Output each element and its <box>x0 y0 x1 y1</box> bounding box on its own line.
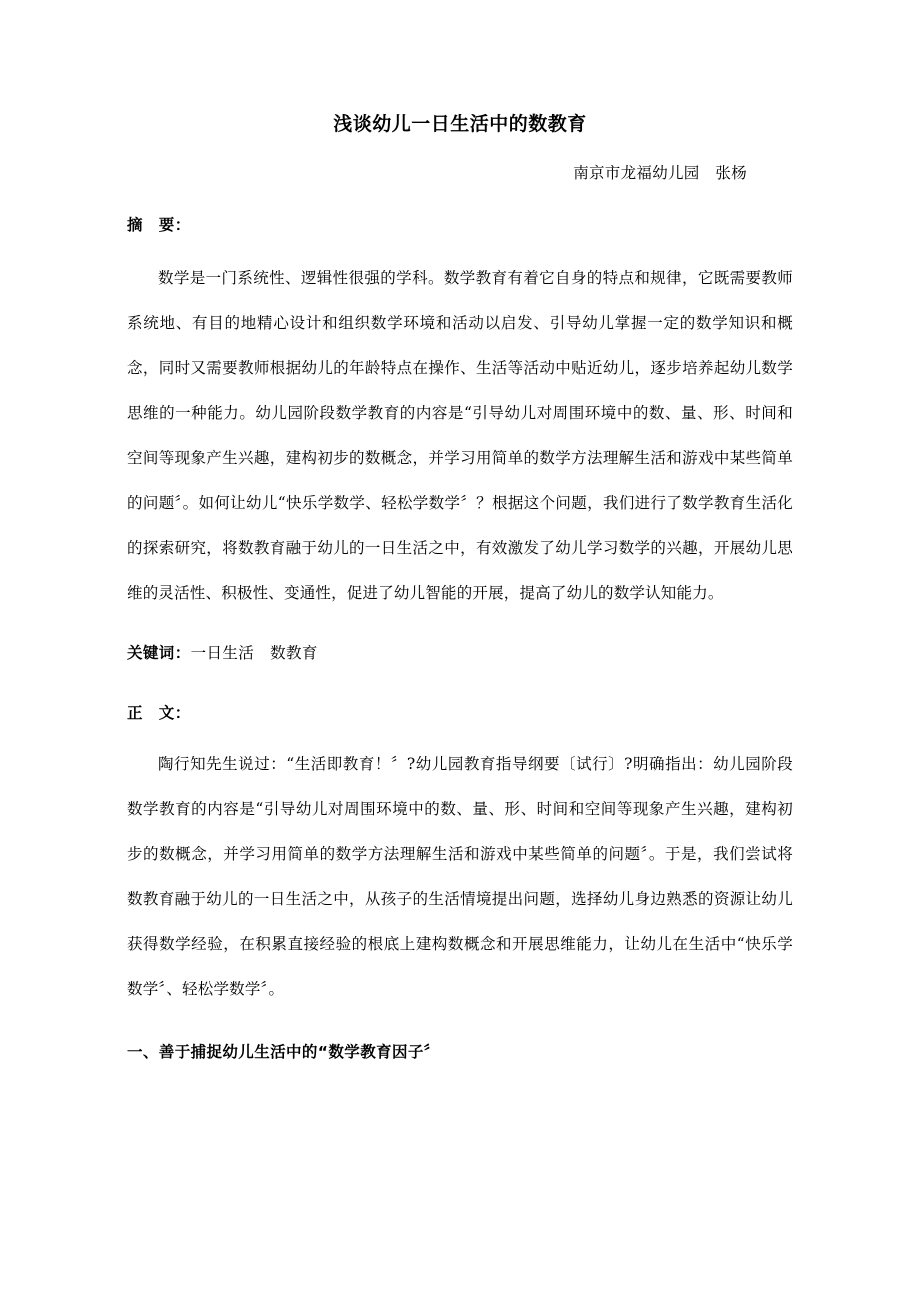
abstract-label: 摘 要： <box>127 216 191 234</box>
page-title: 浅谈幼儿一日生活中的数教育 <box>333 113 587 135</box>
author-byline: 南京市龙福幼儿园 张杨 <box>573 164 747 182</box>
body-label: 正 文： <box>127 704 191 722</box>
keywords-line <box>127 616 793 676</box>
keywords-label: 关键词： <box>127 644 191 662</box>
document-content <box>127 0 793 1075</box>
keywords-value: 一日生活 数教育 <box>190 644 318 662</box>
body-paragraph: 陶行知先生说过：“生活即教育！〞?幼儿园教育指导纲要〔试行〕?明确指出：幼儿园阶段数学教育的内容是“引导幼儿对周围环境中的数、量、形、时间和空间等现象产生兴趣，建构初步的数概念，并学习用简单的数学方法理解生活和游戏中某些简单的问题〞。于是，我们尝试将数教育融于幼儿的一日生活之中，从孩子的生活情境提出问题，选择幼儿身边熟悉的资源让幼儿获得数学经验，在积累直接经验的根底上建构数概念和开展思维能力，让幼儿在生活中“快乐学数学〞、轻松学数学〞。 <box>127 755 793 998</box>
section-heading: 一、善于捕捉幼儿生活中的“数学教育因子〞 <box>127 1043 440 1061</box>
abstract-paragraph: 数学是一门系统性、逻辑性很强的学科。数学教育有着它自身的特点和规律，它既需要教师系统地、有目的地精心设计和组织数学环境和活动以启发、引导幼儿掌握一定的数学知识和概念，同时又需要教师根据幼儿的年龄特点在操作、生活等活动中贴近幼儿，逐步培养起幼儿数学思维的一种能力。幼儿园阶段数学教育的内容是“引导幼儿对周围环境中的数、量、形、时间和空间等现象产生兴趣，建构初步的数概念，并学习用简单的数学方法理解生活和游戏中某些简单的问题〞。如何让幼儿“快乐学数学、轻松学数学〞？根据这个问题，我们进行了数学教育生活化的探索研究，将数教育融于幼儿的一日生活之中，有效激发了幼儿学习数学的兴趣，开展幼儿思维的灵活性、积极性、变通性，促进了幼儿智能的开展，提高了幼儿的数学认知能力。 <box>127 269 793 602</box>
